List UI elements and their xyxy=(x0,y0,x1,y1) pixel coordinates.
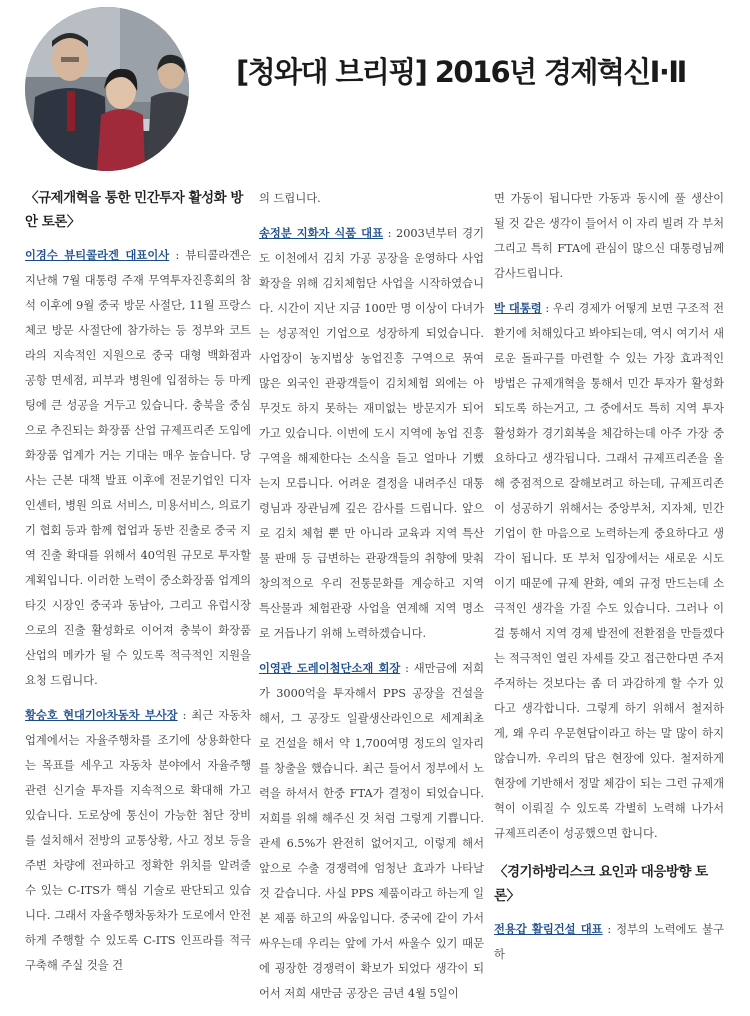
page-title: [청와대 브리핑] 2016년 경제혁신Ⅰ·Ⅱ xyxy=(236,55,686,89)
paragraph: 의 드립니다. xyxy=(259,192,321,205)
paragraph xyxy=(25,243,251,693)
speech-text: : 정부의 노력에도 불구하 xyxy=(494,923,724,961)
column-3 xyxy=(494,186,724,977)
column-1 xyxy=(25,186,251,988)
column-2 xyxy=(259,186,484,1016)
speech-text: : 최근 자동차 업계에서는 자율주행차를 조기에 상용화한다는 목표를 세우고 자동차 분야에서 자율주행 관련 신기술 투자를 지속적으로 확대해 가고 있습니다. 도로상에 통신이 가능한 첨단 장비를 설치해서 전방의 교통상황, 사고 정보 등을 주변 차량에 전파하고 정확한 위치를 알려줄 수 있는 C-ITS가 핵심 기술로 판단되고 있습니다. 그래서 자율주행차동차가 도로에서 안전하게 주행할 수 있도록 C-ITS 인프라를 적극 구축해 주실 것을 건 xyxy=(25,709,251,972)
meeting-photo xyxy=(25,7,189,171)
paragraph xyxy=(494,917,724,967)
speech-text: : 우리 경제가 어떻게 보면 구조적 전환기에 처해있다고 봐야되는데, 역시 여기서 새로운 돌파구를 마련할 수 있는 가장 효과적인 방법은 규제개혁을 통해서 민간 투자가 활성화 되도록 하는거고, 그 중에서도 특히 지역 투자 활성화가 경기회복을 체감하는데 아주 가장 중요하다고 생각됩니다. 그래서 규제프리존을 올해 중점적으로 잘해보려고 하는데, 규제프리존이 성공하기 위해서는 중앙부처, 지자체, 민간기업이 한 마음으로 노력하는게 중요하다고 생각이 됩니다. 또 부처 입장에서는 새로운 시도이기 때문에 규제 완화, 예외 규정 만드는데 소극적인 생각을 가질 수도 있습니다. 그러나 이걸 통해서 지역 경제 발전에 전환점을 만들겠다는 적극적인 열린 자세를 갖고 접근한다면 주저주저하는 것보다는 좀 더 과감하게 할 수가 있다고 생각합니다. 그렇게 하기 위해서 철저하게, 왜 우리 우문현답이라고 하는 말 많이 하지 않습니까. 우리의 답은 현장에 있다. 철저하게 현장에 기반해서 정말 체감이 되는 그런 규제개혁이 이뤄질 수 있도록 각별히 노력해 나가서 규제프리존이 성공했으면 합니다. xyxy=(494,302,724,840)
section-heading-1: 〈규제개혁을 통한 민간투자 활성화 방안 토론〉 xyxy=(25,190,243,230)
speaker-name[interactable]: 이경수 뷰티콜라겐 대표이사 xyxy=(25,248,170,262)
speech-text: : 2003년부터 경기도 이천에서 김치 가공 공장을 운영하다 사업 확장을 위해 김치체험단 사업을 시작하였습니다. 시간이 지난 지금 100만 명 이상이 다녀가는 성공적인 기업으로 성장하게 되었습니다. 사업장이 농지법상 농업진흥 구역으로 묶여 많은 외국인 관광객들이 김치체험 외에는 아무것도 하지 못하는 재미없는 방문지가 되어가고 있습니다. 이번에 도시 지역에 농업 진흥구역을 해제한다는 소식을 듣고 얼마나 기뻤는지 모릅니다. 어려운 결정을 내려주신 대통령님과 장관님께 깊은 감사를 드립니다. 앞으로 김치 체험 뿐 만 아니라 교육과 지역 특산물 판매 등 급변하는 관광객들의 취향에 맞춰 창의적으로 우리 전통문화를 계승하고 지역 특산물과 체험관광 사업을 연계해 지역 명소로 거듭나기 위해 노력하겠습니다. xyxy=(259,227,484,640)
speech-text: : 새만금에 저희가 3000억을 투자해서 PPS 공장을 건설을 해서, 그 공장도 일괄생산라인으로 세계최초로 건설을 해서 약 1,700여명 정도의 일자리를 창출을 했습니다. 최근 들어서 정부에서 노력을 하셔서 한중 FTA가 결정이 되었습니다. 저희를 위해 해주신 것 처럼 그렇게 기쁩니다. 관세 6.5%가 완전히 없어지고, 이렇게 해서 앞으로 수출 경쟁력에 엄청난 효과가 나타날 것 같습니다. 사실 PPS 제품이라고 하는게 일본 제품 하고의 싸움입니다. 중국에 같이 가서 싸우는데 우리는 앞에 가서 싸울수 있기 때문에 굉장한 경쟁력이 확보가 되었다 생각이 되어서 저희 새만금 공장은 금년 4월 5일이 xyxy=(259,662,484,1000)
header-photo xyxy=(25,7,189,171)
speaker-name[interactable]: 이영관 도레이첨단소재 회장 xyxy=(259,661,401,675)
speaker-name[interactable]: 송정분 지화자 식품 대표 xyxy=(259,226,384,240)
paragraph xyxy=(259,656,484,1006)
paragraph xyxy=(494,296,724,846)
paragraph: 면 가동이 됩니다만 가동과 동시에 풀 생산이 될 것 같은 생각이 들어서 이 자리 빌려 각 부처 그리고 특히 FTA에 관심이 많으신 대통령님께 감사드립니다. xyxy=(494,192,724,280)
speaker-name[interactable]: 전용갑 활림건설 대표 xyxy=(494,922,603,936)
speaker-name[interactable]: 황승호 현대기아차동차 부사장 xyxy=(25,708,178,722)
section-heading-2: 〈경기하방리스크 요인과 대응방향 토론〉 xyxy=(494,864,708,904)
paragraph xyxy=(259,221,484,646)
speaker-name[interactable]: 박 대통령 xyxy=(494,301,542,315)
speech-text: : 뷰티콜라겐은 지난해 7월 대통령 주재 무역투자진흥회의 참석 이후에 9월 중국 방문 사절단, 11월 프랑스 체코 방문 사절단에 참가하는 등 정부와 코트라의 지속적인 지원으로 중국 대형 백화점과 공항 면세점, 피부과 병원에 입점하는 등 마케팅에 큰 성공을 거두고 있습니다. 충북을 중심으로 추진되는 화장품 산업 규제프리존 도입에 화장품 업계가 거는 기대는 매우 높습니다. 당사는 근본 대책 발표 이후에 전문기업인 디자인센터, 병원 의료 서비스, 미용서비스, 의료기기 협회 등과 함께 협업과 동반 진출로 중국 지역 진출 확대를 위해서 40억원 규모로 투자할 계획입니다. 이러한 노력이 중소화장품 업계의 타깃 시장인 중국과 동남아, 그리고 유럽시장으로의 진출 활성화로 이어져 충북이 화장품 산업의 메카가 될 수 있도록 적극적인 지원을 요청 드립니다. xyxy=(25,249,252,687)
paragraph xyxy=(25,703,251,978)
